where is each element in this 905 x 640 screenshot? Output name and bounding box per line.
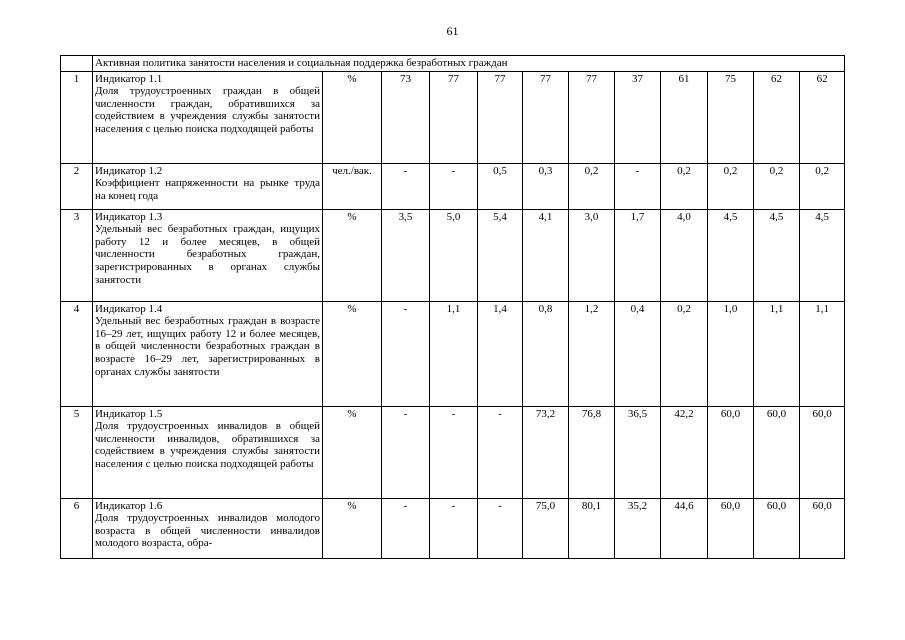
- indicator-name: Индикатор 1.5: [95, 407, 163, 420]
- page-number: 61: [446, 24, 459, 38]
- value-cell: -: [430, 498, 478, 558]
- row-number: 3: [61, 209, 93, 301]
- value-cell: 35,2: [615, 498, 661, 558]
- value-cell: 4,5: [800, 209, 845, 301]
- value-cell: 4,1: [523, 209, 569, 301]
- indicator-text: Коэффициент напряженности на рынке труда на конец года: [95, 177, 320, 202]
- value-cell: 77: [569, 71, 615, 163]
- value-cell: 1,1: [430, 301, 478, 406]
- value-cell: 60,0: [708, 406, 754, 498]
- indicator-description: [93, 209, 323, 301]
- indicator-text: Доля трудоустроенных инвалидов в общей численности инвалидов, обратившихся за содействием в учреждения службы занятости населения с целью поиска подходящей работы: [95, 420, 320, 470]
- value-cell: 5,0: [430, 209, 478, 301]
- value-cell: 36,5: [615, 406, 661, 498]
- indicator-description: [93, 71, 323, 163]
- table-row: [61, 498, 845, 558]
- value-cell: 62: [800, 71, 845, 163]
- indicator-text: Доля трудоустроенных инвалидов молодого возраста в общей численности инвалидов молодого возраста, обра-: [95, 512, 320, 550]
- row-number: 1: [61, 71, 93, 163]
- value-cell: 1,7: [615, 209, 661, 301]
- indicator-unit: %: [323, 209, 382, 301]
- value-cell: 75: [708, 71, 754, 163]
- indicator-text: Доля трудоустроенных граждан в общей численности граждан, обратившихся за содействием в учреждения службы занятости населения с целью поиска подходящей работы: [95, 85, 320, 135]
- value-cell: 1,4: [478, 301, 523, 406]
- indicator-name: Индикатор 1.6: [95, 499, 163, 512]
- value-cell: 1,0: [708, 301, 754, 406]
- value-cell: 0,2: [661, 163, 708, 209]
- value-cell: 0,4: [615, 301, 661, 406]
- section-title: Активная политика занятости населения и социальная поддержка безработных граждан: [93, 56, 845, 72]
- row-number: 2: [61, 163, 93, 209]
- indicators-table: [60, 55, 845, 559]
- value-cell: 77: [478, 71, 523, 163]
- value-cell: 37: [615, 71, 661, 163]
- value-cell: -: [382, 406, 430, 498]
- value-cell: 61: [661, 71, 708, 163]
- value-cell: 60,0: [754, 498, 800, 558]
- value-cell: -: [382, 163, 430, 209]
- indicator-unit: %: [323, 498, 382, 558]
- value-cell: 60,0: [800, 498, 845, 558]
- value-cell: 1,1: [800, 301, 845, 406]
- table-row: [61, 71, 845, 163]
- value-cell: -: [382, 498, 430, 558]
- value-cell: -: [430, 163, 478, 209]
- value-cell: -: [382, 301, 430, 406]
- indicator-name: Индикатор 1.3: [95, 210, 163, 223]
- indicator-unit: %: [323, 406, 382, 498]
- value-cell: 76,8: [569, 406, 615, 498]
- value-cell: 80,1: [569, 498, 615, 558]
- value-cell: 0,8: [523, 301, 569, 406]
- indicator-description: [93, 301, 323, 406]
- value-cell: 1,1: [754, 301, 800, 406]
- value-cell: 42,2: [661, 406, 708, 498]
- value-cell: 3,5: [382, 209, 430, 301]
- value-cell: 73: [382, 71, 430, 163]
- table-row: [61, 163, 845, 209]
- indicator-description: [93, 163, 323, 209]
- value-cell: 73,2: [523, 406, 569, 498]
- indicator-description: [93, 406, 323, 498]
- value-cell: 1,2: [569, 301, 615, 406]
- value-cell: 60,0: [754, 406, 800, 498]
- indicator-unit: %: [323, 301, 382, 406]
- indicator-unit: чел./вак.: [323, 163, 382, 209]
- header-number-cell: [61, 56, 93, 72]
- value-cell: 60,0: [708, 498, 754, 558]
- value-cell: 4,5: [754, 209, 800, 301]
- value-cell: 75,0: [523, 498, 569, 558]
- value-cell: 0,2: [754, 163, 800, 209]
- value-cell: 4,5: [708, 209, 754, 301]
- section-header-row: [61, 56, 845, 72]
- indicator-text: Удельный вес безработных граждан в возрасте 16–29 лет, ищущих работу 12 и более месяцев, в общей численности безработных граждан в возрасте 16–29 лет, зарегистрированных в органах службы занятости: [95, 315, 320, 378]
- indicator-name: Индикатор 1.4: [95, 302, 163, 315]
- row-number: 4: [61, 301, 93, 406]
- indicator-unit: %: [323, 71, 382, 163]
- value-cell: 77: [523, 71, 569, 163]
- indicator-name: Индикатор 1.1: [95, 72, 163, 85]
- value-cell: 0,2: [569, 163, 615, 209]
- indicator-description: [93, 498, 323, 558]
- value-cell: -: [430, 406, 478, 498]
- indicator-text: Удельный вес безработных граждан, ищущих работу 12 и более месяцев, в общей численности безработных граждан, зарегистрированных в органах службы занятости: [95, 223, 320, 286]
- value-cell: 0,2: [661, 301, 708, 406]
- value-cell: 0,2: [800, 163, 845, 209]
- table-row: [61, 209, 845, 301]
- row-number: 5: [61, 406, 93, 498]
- value-cell: 60,0: [800, 406, 845, 498]
- value-cell: -: [615, 163, 661, 209]
- row-number: 6: [61, 498, 93, 558]
- value-cell: -: [478, 406, 523, 498]
- indicator-name: Индикатор 1.2: [95, 164, 163, 177]
- value-cell: 4,0: [661, 209, 708, 301]
- value-cell: -: [478, 498, 523, 558]
- value-cell: 44,6: [661, 498, 708, 558]
- table-row: [61, 301, 845, 406]
- table-row: [61, 406, 845, 498]
- value-cell: 5,4: [478, 209, 523, 301]
- value-cell: 77: [430, 71, 478, 163]
- value-cell: 0,5: [478, 163, 523, 209]
- value-cell: 0,3: [523, 163, 569, 209]
- value-cell: 62: [754, 71, 800, 163]
- value-cell: 0,2: [708, 163, 754, 209]
- value-cell: 3,0: [569, 209, 615, 301]
